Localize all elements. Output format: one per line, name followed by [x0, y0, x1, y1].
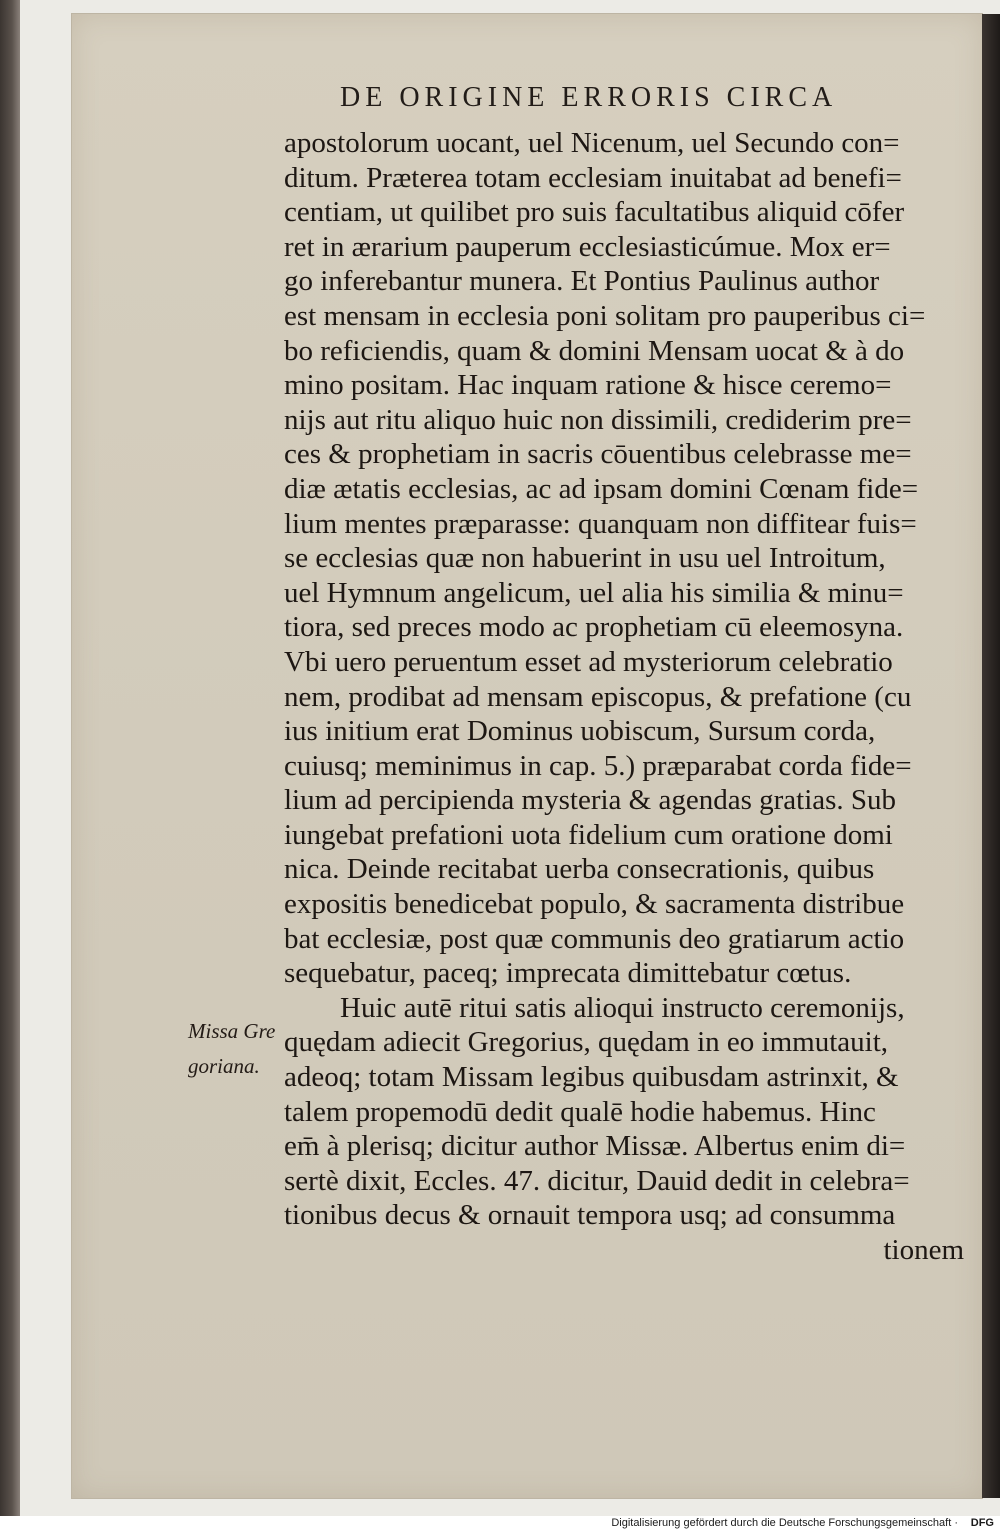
text-line: bo reficiendis, quam & domini Mensam uocat & à do: [284, 334, 905, 367]
marginal-note-line: Missa Gre: [188, 1019, 276, 1043]
marginal-note-line: goriana.: [188, 1053, 260, 1078]
text-line: Huic autē ritui satis alioqui instructo ceremonijs,: [340, 991, 905, 1024]
text-line: em̄ à plerisq; dicitur author Missæ. Albertus enim di=: [284, 1130, 906, 1163]
text-line: lium mentes præparasse: quanquam non diffitear fuis=: [284, 507, 917, 540]
text-line: bat ecclesiæ, post quæ communis deo gratiarum actio: [284, 922, 905, 955]
text-line: iungebat prefationi uota fidelium cum oratione domi: [284, 818, 893, 851]
text-line: ret in ærarium pauperum ecclesiasticúmue. Mox er=: [284, 230, 891, 263]
body-text: [284, 126, 984, 1268]
text-line: diæ ætatis ecclesias, ac ad ipsam domini Cœnam fide=: [284, 472, 919, 505]
text-line: talem propemodū dedit qualē hodie habemus. Hinc: [284, 1095, 876, 1128]
text-line: uel Hymnum angelicum, uel alia his similia & minu=: [284, 576, 904, 609]
text-line: lium ad percipienda mysteria & agendas gratias. Sub: [284, 784, 897, 817]
text-line: se ecclesias quæ non habuerint in usu uel Introitum,: [284, 542, 886, 575]
text-line: sertè dixit, Eccles. 47. dicitur, Dauid dedit in celebra=: [284, 1164, 910, 1197]
text-line: est mensam in ecclesia poni solitam pro pauperibus ci=: [284, 299, 926, 332]
text-line: tiora, sed preces modo ac prophetiam cū eleemosyna.: [284, 611, 904, 644]
running-head: DE ORIGINE ERRORIS CIRCA: [340, 82, 838, 113]
text-line: tionibus decus & ornauit tempora usq; ad consumma: [284, 1199, 896, 1232]
text-line: nijs aut ritu aliquo huic non dissimili, crediderim pre=: [284, 403, 912, 436]
scan-left-edge: [0, 0, 20, 1532]
text-line: sequebatur, paceq; imprecata dimittebatur cœtus.: [284, 957, 852, 990]
text-line: go inferebantur munera. Et Pontius Paulinus author: [284, 265, 880, 298]
text-line: Vbi uero peruentum esset ad mysteriorum celebratio: [284, 645, 893, 678]
catchword: tionem: [883, 1234, 964, 1266]
funding-credit: Digitalisierung gefördert durch die Deutsche Forschungsgemeinschaft ·: [611, 1517, 958, 1529]
marginal-note: [188, 1014, 288, 1083]
dfg-logo: DFG: [970, 1517, 994, 1529]
text-line: ditum. Præterea totam ecclesiam inuitabat ad benefi=: [284, 161, 902, 194]
text-line: cuiusq; meminimus in cap. 5.) præparabat corda fide=: [284, 749, 912, 782]
text-line: nem, prodibat ad mensam episcopus, & prefatione (cu: [284, 680, 912, 713]
book-gutter-shadow: [982, 14, 1000, 1498]
text-line: ces & prophetiam in sacris cōuentibus celebrasse me=: [284, 438, 912, 471]
text-line: apostolorum uocant, uel Nicenum, uel Secundo con=: [284, 127, 900, 159]
text-line: mino positam. Hac inquam ratione & hisce ceremo=: [284, 369, 892, 402]
text-line: expositis benedicebat populo, & sacramenta distribue: [284, 888, 905, 921]
text-line: ius initium erat Dominus uobiscum, Sursum corda,: [284, 715, 876, 748]
text-line: centiam, ut quilibet pro suis facultatibus aliquid cōfer: [284, 196, 905, 229]
text-line: nica. Deinde recitabat uerba consecrationis, quibus: [284, 853, 875, 886]
text-line: quędam adiecit Gregorius, quędam in eo immutauit,: [284, 1026, 889, 1059]
text-line: adeoq; totam Missam legibus quibusdam astrinxit, &: [284, 1061, 899, 1094]
